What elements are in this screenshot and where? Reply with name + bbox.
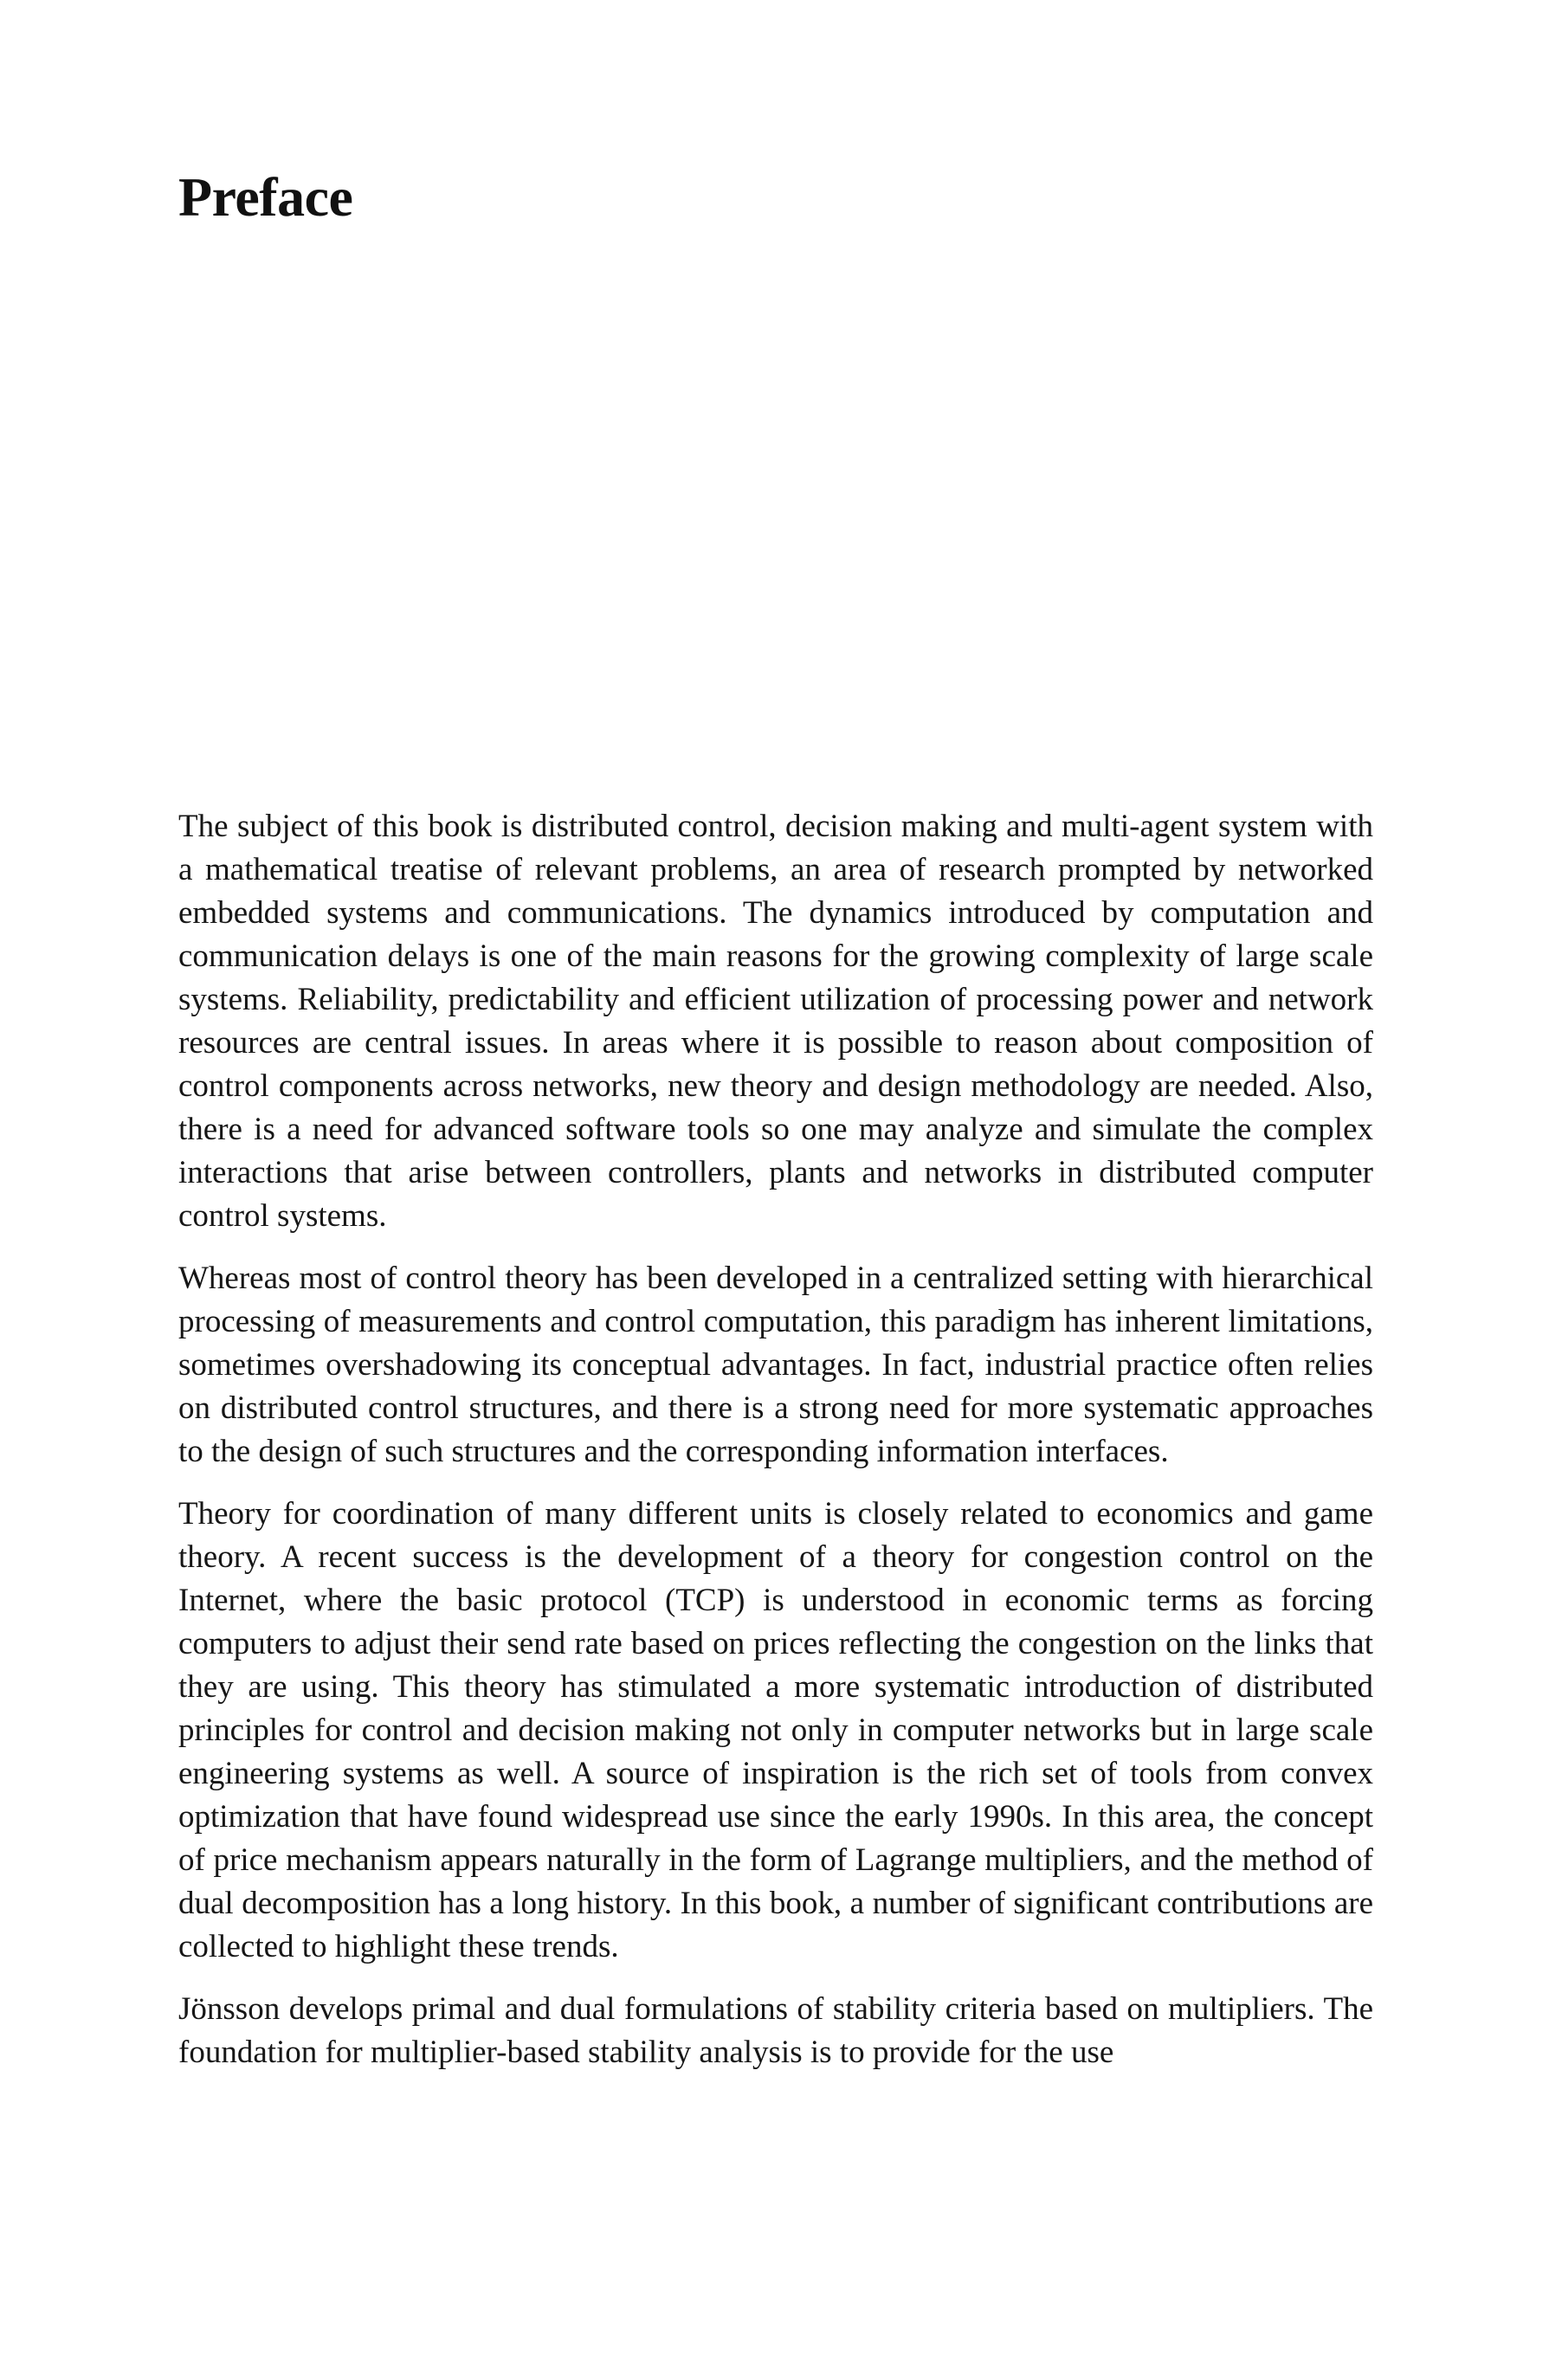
paragraph-3: Theory for coordination of many different units is closely related to economics and game theory. A recent success is the development of a theory for congestion control on the Internet, where the basic protocol (TCP) is understood in economic terms as forcing computers to adjust their send rate based on prices reflecting the congestion on the links that they are using. This theory has stimulated a more systematic introduction of distributed principles for control and decision making not only in computer networks but in large scale engineering systems as well. A source of inspiration is the rich set of tools from convex optimization that have found widespread use since the early 1990s. In this area, the concept of price mechanism appears naturally in the form of Lagrange multipliers, and the method of dual decomposition has a long history. In this book, a number of significant contributions are collected to highlight these trends. <box>178 1496 1373 1964</box>
paragraph-4: Jönsson develops primal and dual formulations of stability criteria based on multipliers. The foundation for multiplier-based stability analysis is to provide for the use <box>178 1991 1373 2070</box>
paragraph-1: The subject of this book is distributed control, decision making and multi-agent system with a mathematical treatise of relevant problems, an area of research prompted by networked embedded systems and communications. The dynamics introduced by computation and communication delays is one of the main reasons for the growing complexity of large scale systems. Reliability, predictability and efficient utilization of processing power and network resources are central issues. In areas where it is possible to reason about composition of control components across networks, new theory and design methodology are needed. Also, there is a need for advanced software tools so one may analyze and simulate the complex interactions that arise between controllers, plants and networks in distributed computer control systems. <box>178 809 1373 1234</box>
preface-body <box>178 805 1373 2093</box>
paragraph-2: Whereas most of control theory has been developed in a centralized setting with hierarchical processing of measurements and control computation, this paradigm has inherent limitations, sometimes overshadowing its conceptual advantages. In fact, industrial practice often relies on distributed control structures, and there is a strong need for more systematic approaches to the design of such structures and the corresponding information interfaces. <box>178 1261 1373 1469</box>
chapter-title: Preface <box>178 166 353 228</box>
